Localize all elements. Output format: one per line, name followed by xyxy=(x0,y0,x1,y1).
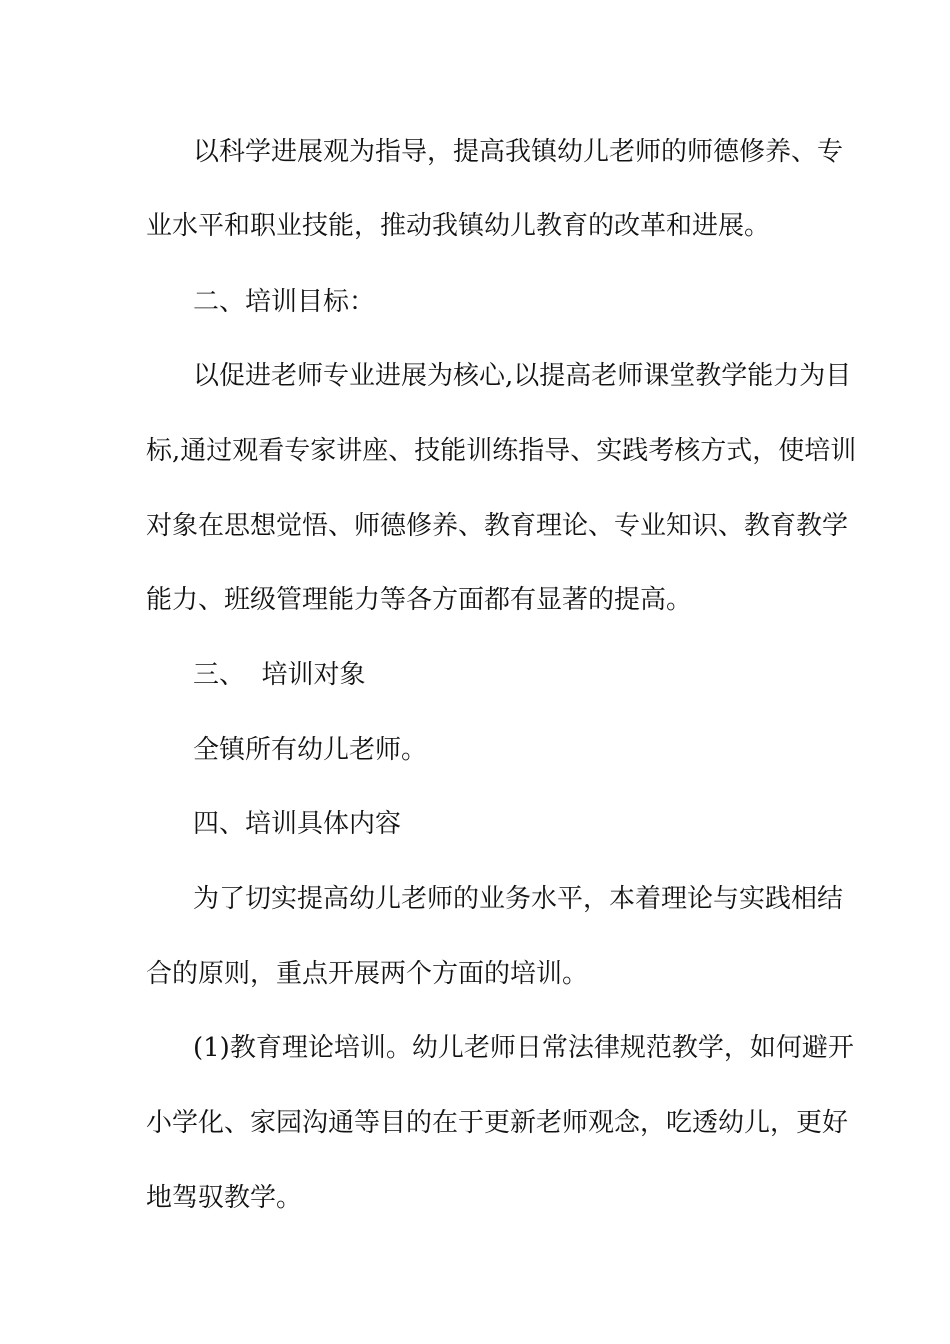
paragraph-line: 合的原则，重点开展两个方面的培训。 xyxy=(146,959,589,989)
paragraph-line: 小学化、家园沟通等目的在于更新老师观念，吃透幼儿，更好 xyxy=(146,1108,849,1138)
paragraph-line: 对象在思想觉悟、师德修养、教育理论、专业知识、教育教学 xyxy=(146,511,849,541)
paragraph-line: 以促进老师专业进展为核心,以提高老师课堂教学能力为目 xyxy=(193,361,852,391)
paragraph-line: (1)教育理论培训。幼儿老师日常法律规范教学，如何避开 xyxy=(193,1033,854,1063)
paragraph-line: 全镇所有幼儿老师。 xyxy=(193,735,428,765)
paragraph-line: 地驾驭教学。 xyxy=(146,1183,303,1213)
paragraph-line: 为了切实提高幼儿老师的业务水平，本着理论与实践相结 xyxy=(193,884,844,914)
paragraph-line: 标,通过观看专家讲座、技能训练指导、实践考核方式，使培训 xyxy=(146,436,857,466)
paragraph-line: 能力、班级管理能力等各方面都有显著的提高。 xyxy=(146,585,693,615)
section-heading: 二、培训目标： xyxy=(193,287,376,317)
paragraph-line: 业水平和职业技能，推动我镇幼儿教育的改革和进展。 xyxy=(146,211,771,241)
section-heading: 三、 培训对象 xyxy=(193,660,366,690)
paragraph-line: 以科学进展观为指导，提高我镇幼儿老师的师德修养、专 xyxy=(193,137,844,167)
section-heading: 四、培训具体内容 xyxy=(193,809,402,839)
